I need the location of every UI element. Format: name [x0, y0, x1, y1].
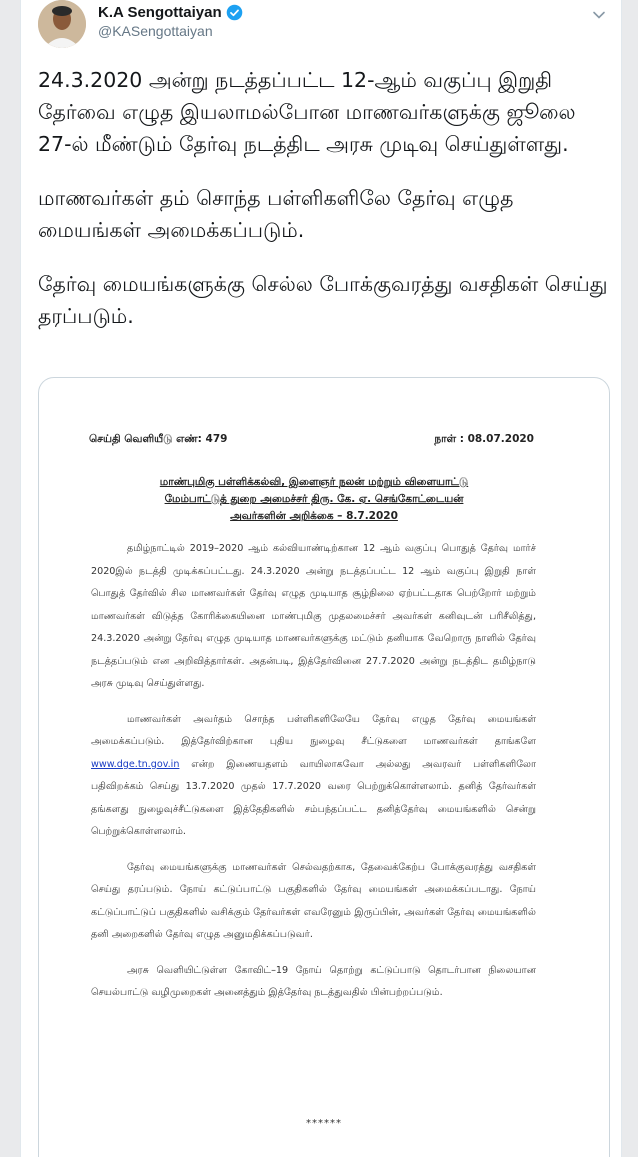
paragraph-text: மாணவர்கள் அவர்தம் சொந்த பள்ளிகளிலேயே தேர்வு எழுத தேர்வு மையங்கள் அமைக்கப்படும். இத்தேர்விற்கான புதிய நுழைவு சீட்டுகளை மாணவர்கள் தாங்களே: [91, 713, 536, 747]
author-handle[interactable]: @KASengottaiyan: [98, 23, 213, 39]
tweet-paragraph: மாணவர்கள் தம் சொந்த பள்ளிகளிலே தேர்வு எழுத மையங்கள் அமைக்கப்படும்.: [38, 186, 514, 242]
title-line: அவர்களின் அறிக்கை – 8.7.2020: [230, 510, 398, 522]
document-paragraph: தேர்வு மையங்களுக்கு மாணவர்கள் செல்வதற்காக, தேவைக்கேற்ப போக்குவரத்து வசதிகள் செய்து தரப்படும். நோய் கட்டுப்பாட்டு பகுதிகளில் தேர்வு மையங்கள் அமைக்கப்படாது. நோய் கட்டுப்பாட்டுப் பகுதிகளில் வசிக்கும் தேர்வர்கள் எவரேனும் இருப்பின், அவர்கள் தேர்வு மையங்களில் தனி அறைகளில் தேர்வு எழுத அனுமதிக்கப்படுவர்.: [91, 861, 536, 940]
verified-badge-icon: [226, 4, 243, 21]
document-paragraph: தமிழ்நாட்டில் 2019–2020 ஆம் கல்வியாண்டிற்கான 12 ஆம் வகுப்பு பொதுத் தேர்வு மார்ச் 2020இல் நடத்தி முடிக்கப்பட்டது. 24.3.2020 அன்று நடத்தப்பட்ட 12 ஆம் வகுப்பு இறுதி நாள் பொதுத் தேர்வில் சில மாணவர்கள் தேர்வு எழுத முடியாத சூழ்நிலை ஏற்பட்டதாக பெற்றோர் மற்றும் மாணவர்கள் விடுத்த கோரிக்கையினை மாண்புமிகு முதலமைச்சர் அவர்கள் கனிவுடன் பரிசீலித்து, 24.3.2020 அன்று தேர்வு எழுத முடியாத மாணவர்களுக்கு மட்டும் தனியாக வேறொரு நாளில் தேர்வு நடத்தப்படும் என அறிவித்தார்கள். அதன்படி, இத்தேர்வினை 27.7.2020 அன்று நடத்திட தமிழ்நாடு அரசு முடிவு செய்துள்ளது.: [91, 543, 536, 689]
document-header: [89, 433, 534, 446]
tweet-media-image[interactable]: [38, 377, 610, 1157]
document-paragraph: [91, 709, 536, 844]
title-line: மேம்பாட்டுத் துறை அமைச்சர் திரு. கே. ஏ. செங்கோட்டையன்: [164, 493, 464, 505]
title-line: மாண்புமிகு பள்ளிக்கல்வி, இளைஞர் நலன் மற்றும் விளையாட்டு: [159, 476, 469, 488]
release-number: செய்தி வெளியீடு எண்: 479: [89, 433, 228, 445]
tweet-paragraph: தேர்வு மையங்களுக்கு செல்ல போக்குவரத்து வசதிகள் செய்து தரப்படும்.: [38, 272, 608, 328]
chevron-down-icon[interactable]: [591, 7, 607, 23]
tweet-paragraph: 24.3.2020 அன்று நடத்தப்பட்ட 12-ஆம் வகுப்பு இறுதி தேர்வை எழுத இயலாமல்போன மாணவர்களுக்கு ஜூலை 27-ல் மீண்டும் தேர்வு நடத்திட அரசு முடிவு செய்துள்ளது.: [38, 68, 576, 156]
author-name-row[interactable]: [98, 4, 243, 21]
document-title: [119, 474, 509, 525]
document-paragraph: அரசு வெளியிட்டுள்ள கோவிட்–19 நோய் தொற்று கட்டுப்பாடு தொடர்பான நிலையான செயல்பாட்டு வழிமுறைகள் அனைத்தும் இத்தேர்வு நடத்துவதில் பின்பற்றப்படும்.: [91, 964, 536, 998]
avatar-image: [38, 0, 86, 48]
paragraph-text: என்ற இணையதளம் வாயிலாகவோ அல்லது அவரவர் பள்ளிகளிலோ பதிவிறக்கம் செய்து 13.7.2020 முதல் 17.7.2020 வரை பெற்றுக்கொள்ளலாம். தனித் தேர்வர்கள் தங்களது நுழைவுச்சீட்டுகளை இத்தேதிகளில் சம்பந்தப்பட்ட தனித்தேர்வு மையங்களில் சென்று பெற்றுக்கொள்ளலாம்.: [91, 758, 536, 837]
author-name[interactable]: K.A Sengottaiyan: [98, 4, 222, 21]
document-separator: ******: [306, 1118, 342, 1129]
author-avatar[interactable]: [38, 0, 86, 48]
dge-website-link[interactable]: www.dge.tn.gov.in: [91, 758, 180, 770]
tweet-card: [20, 0, 622, 1157]
document-body: [91, 538, 536, 1018]
tweet-text: [38, 64, 613, 354]
press-release-document: [39, 378, 609, 1157]
release-date: நாள் : 08.07.2020: [434, 433, 534, 445]
